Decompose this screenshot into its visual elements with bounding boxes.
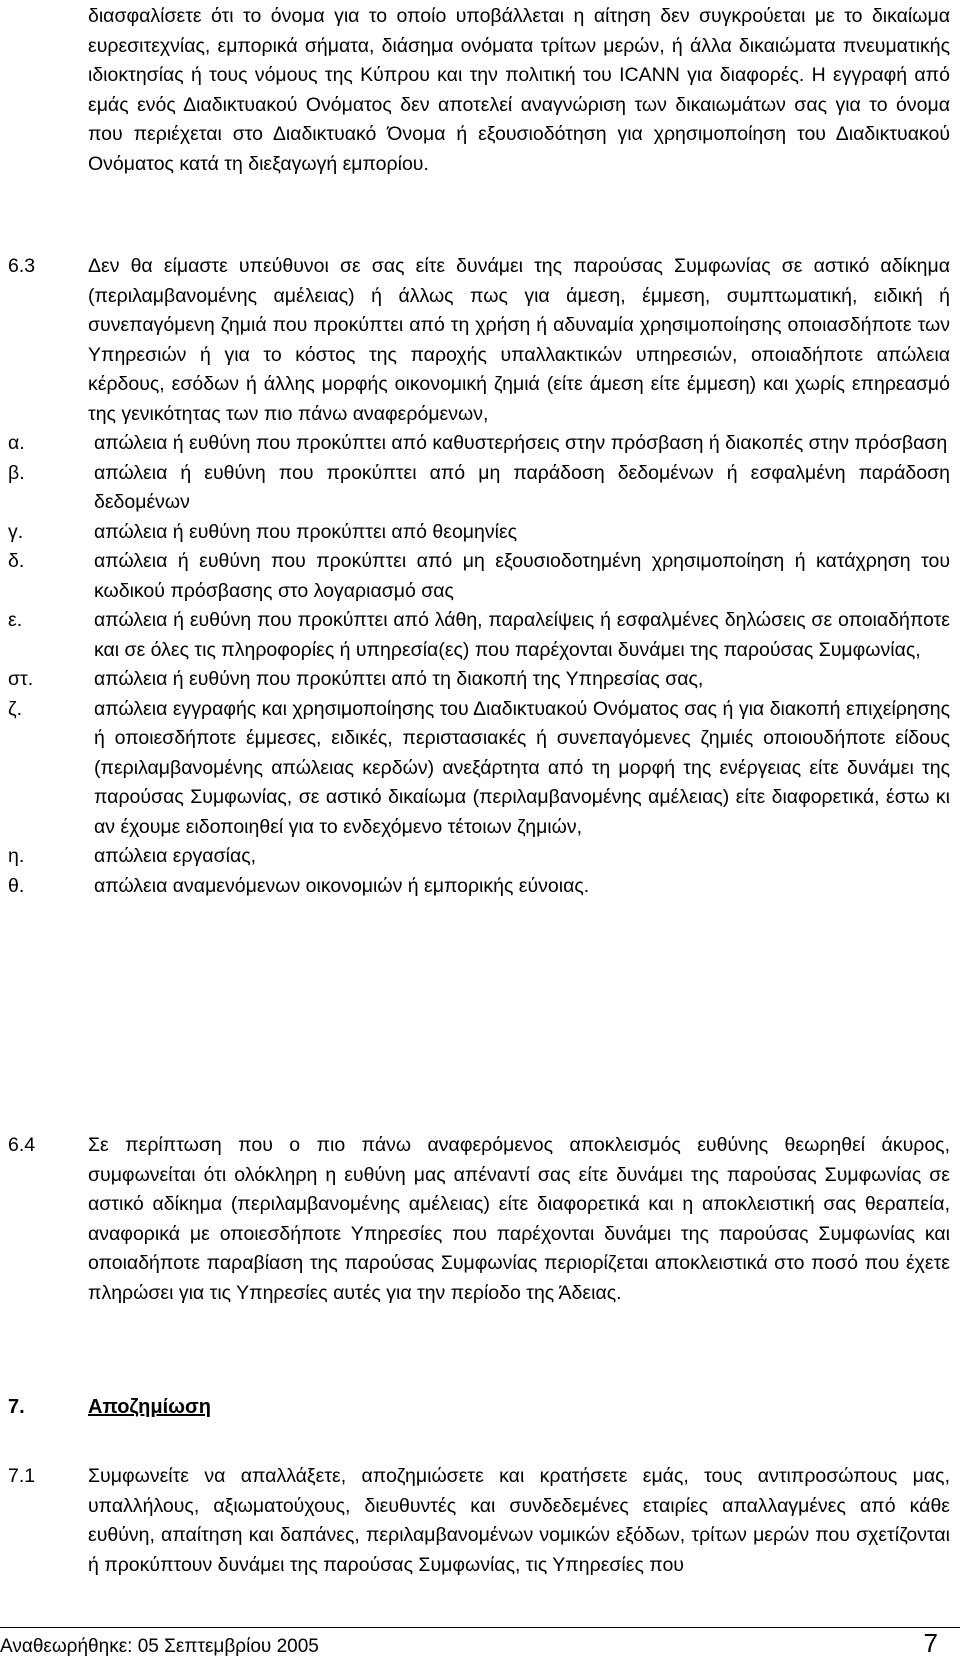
list-item-label: γ. [8, 520, 24, 543]
list-item [8, 606, 950, 665]
section-6-3 [8, 252, 950, 901]
section-7-1 [8, 1462, 950, 1580]
list-item-label: β. [8, 461, 25, 484]
footer-revision-date: Αναθεωρήθηκε: 05 Σεπτεμβρίου 2005 [0, 1636, 319, 1657]
list-item-label: α. [8, 432, 25, 454]
section-number: 6.3 [8, 255, 36, 277]
list-item-text: απώλεια ή ευθύνη που προκύπτει από μη παράδοση δεδομένων ή εσφαλμένη παράδοση δεδομένων [94, 461, 950, 513]
list-item-label: η. [8, 845, 25, 867]
heading-number: 7. [8, 1396, 25, 1418]
list-item-text: απώλεια ή ευθύνη που προκύπτει από λάθη, παραλείψεις ή εσφαλμένες δηλώσεις σε οποιαδήποτε και σε όλες τις πληροφορίες ή υπηρεσία(ες) που παρέχονται δυνάμει της παρούσας Συμφωνίας, [94, 609, 950, 661]
list-item [8, 547, 950, 606]
section-6-4 [8, 1131, 950, 1308]
list-item-text: απώλεια ή ευθύνη που προκύπτει από τη διακοπή της Υπηρεσίας σας, [94, 668, 704, 690]
list-item-label: δ. [8, 550, 25, 572]
list-item-text: απώλεια αναμενόμενων οικονομιών ή εμπορικής εύνοιας. [94, 874, 590, 897]
list-item [8, 872, 950, 902]
list-item [8, 429, 950, 459]
footer-divider [0, 1627, 960, 1628]
section-text: Συμφωνείτε να απαλλάξετε, αποζημιώσετε και κρατήσετε εμάς, τους αντιπροσώπους μας, υπαλλήλους, αξιωματούχους, διευθυντές και συνδεδεμένες εταιρίες απαλλαγμένες από κάθε ευθύνη, απαίτηση και δαπάνες, περιλαμβανομένων νομικών εξόδων, τρίτων μερών που σχετίζονται ή προκύπτουν δυνάμει της παρούσας Συμφωνίας, τις Υπηρεσίες που [88, 1465, 950, 1576]
list-item-text: απώλεια ή ευθύνη που προκύπτει από καθυστερήσεις στην πρόσβαση ή διακοπές στην πρόσβαση [94, 432, 948, 454]
intro-paragraph-block [8, 2, 950, 179]
list-item [8, 518, 950, 548]
liability-list [0, 429, 950, 901]
section-number: 6.4 [8, 1134, 36, 1156]
section-text: Δεν θα είμαστε υπεύθυνοι σε σας είτε δυνάμει της παρούσας Συμφωνίας σε αστικό αδίκημα (περιλαμβανομένης αμέλειας) ή άλλως πως για άμεση, έμμεση, συμπτωματική, ειδική ή συνεπαγόμενη ζημιά που προκύπτει από τη χρήση ή αδυναμία χρησιμοποίησης οποιασδήποτε των Υπηρεσιών ή για το κόστος της παροχής υπαλλακτικών υπηρεσιών, οποιαδήποτε απώλεια κέρδους, εσόδων ή άλλης μορφής οικονομική ζημιά (είτε άμεση είτε έμμεση) και χωρίς επηρεασμό της γενικότητας των πιο πάνω αναφερόμενων, [88, 255, 950, 425]
list-item [8, 695, 950, 843]
list-item-text: απώλεια ή ευθύνη που προκύπτει από μη εξουσιοδοτημένη χρησιμοποίηση ή κατάχρηση του κωδικού πρόσβασης στο λογαριασμό σας [94, 550, 950, 602]
list-item-text: απώλεια ή ευθύνη που προκύπτει από θεομηνίες [94, 520, 518, 543]
list-item-text: απώλεια εργασίας, [94, 845, 257, 867]
intro-paragraph: διασφαλίσετε ότι το όνομα για το οποίο υποβάλλεται η αίτηση δεν συγκρούεται με το δικαίωμα ευρεσιτεχνίας, εμπορικά σήματα, διάσημα ονόματα τρίτων μερών, ή άλλα δικαιώματα πνευματικής ιδιοκτησίας ή τους νόμους της Κύπρου και την πολιτική του ICANN για διαφορές. Η εγγραφή από εμάς ενός Διαδικτυακού Ονόματος δεν αποτελεί αναγνώριση των δικαιωμάτων σας για το όνομα που περιέχεται στο Διαδικτυακό Όνομα ή εξουσιοδότηση για χρησιμοποίηση του Διαδικτυακού Ονόματος κατά τη διεξαγωγή εμπορίου. [88, 5, 950, 175]
list-item-label: ζ. [8, 697, 23, 720]
list-item-text: απώλεια εγγραφής και χρησιμοποίησης του Διαδικτυακού Ονόματος σας ή για διακοπή επιχείρησης ή οποιεσδήποτε έμμεσες, ειδικές, περιστασιακές ή συνεπαγόμενες ζημιές οποιουδήποτε είδους (περιλαμβανομένης απώλειας κερδών) ανεξάρτητα από τη μορφή της ενέργειας είτε δυνάμει της παρούσας Συμφωνίας, σε αστικό δικαίωμα (περιλαμβανομένης αμέλειας) είτε διαφορετικά, έστω κι αν έχουμε ειδοποιηθεί για το ενδεχόμενο τέτοιων ζημιών, [94, 697, 950, 838]
section-number: 7.1 [8, 1465, 36, 1487]
list-item-label: ε. [8, 609, 23, 631]
section-text: Σε περίπτωση που ο πιο πάνω αναφερόμενος αποκλεισμός ευθύνης θεωρηθεί άκυρος, συμφωνείται ότι ολόκληρη η ευθύνη μας απέναντί σας είτε δυνάμει της παρούσας Συμφωνίας σε αστικό αδίκημα (περιλαμβανομένης αμέλειας) είτε διαφορετικά και η αποκλειστική σας θεραπεία, αναφορικά με οποιεσδήποτε Υπηρεσίες που παρέχονται δυνάμει της παρούσας Συμφωνίας και οποιαδήποτε παραβίαση της παρούσας Συμφωνίας περιορίζεται αποκλειστικά στο ποσό που έχετε πληρώσει για τις Υπηρεσίες αυτές για την περίοδο της Άδειας. [88, 1134, 950, 1304]
section-7-heading [8, 1393, 211, 1422]
list-item [8, 842, 950, 872]
list-item [8, 665, 950, 695]
heading-title: Αποζημίωση [88, 1396, 211, 1418]
list-item-label: στ. [8, 668, 34, 690]
page-number: 7 [923, 1628, 938, 1658]
list-item [8, 459, 950, 518]
list-item-label: θ. [8, 874, 25, 897]
